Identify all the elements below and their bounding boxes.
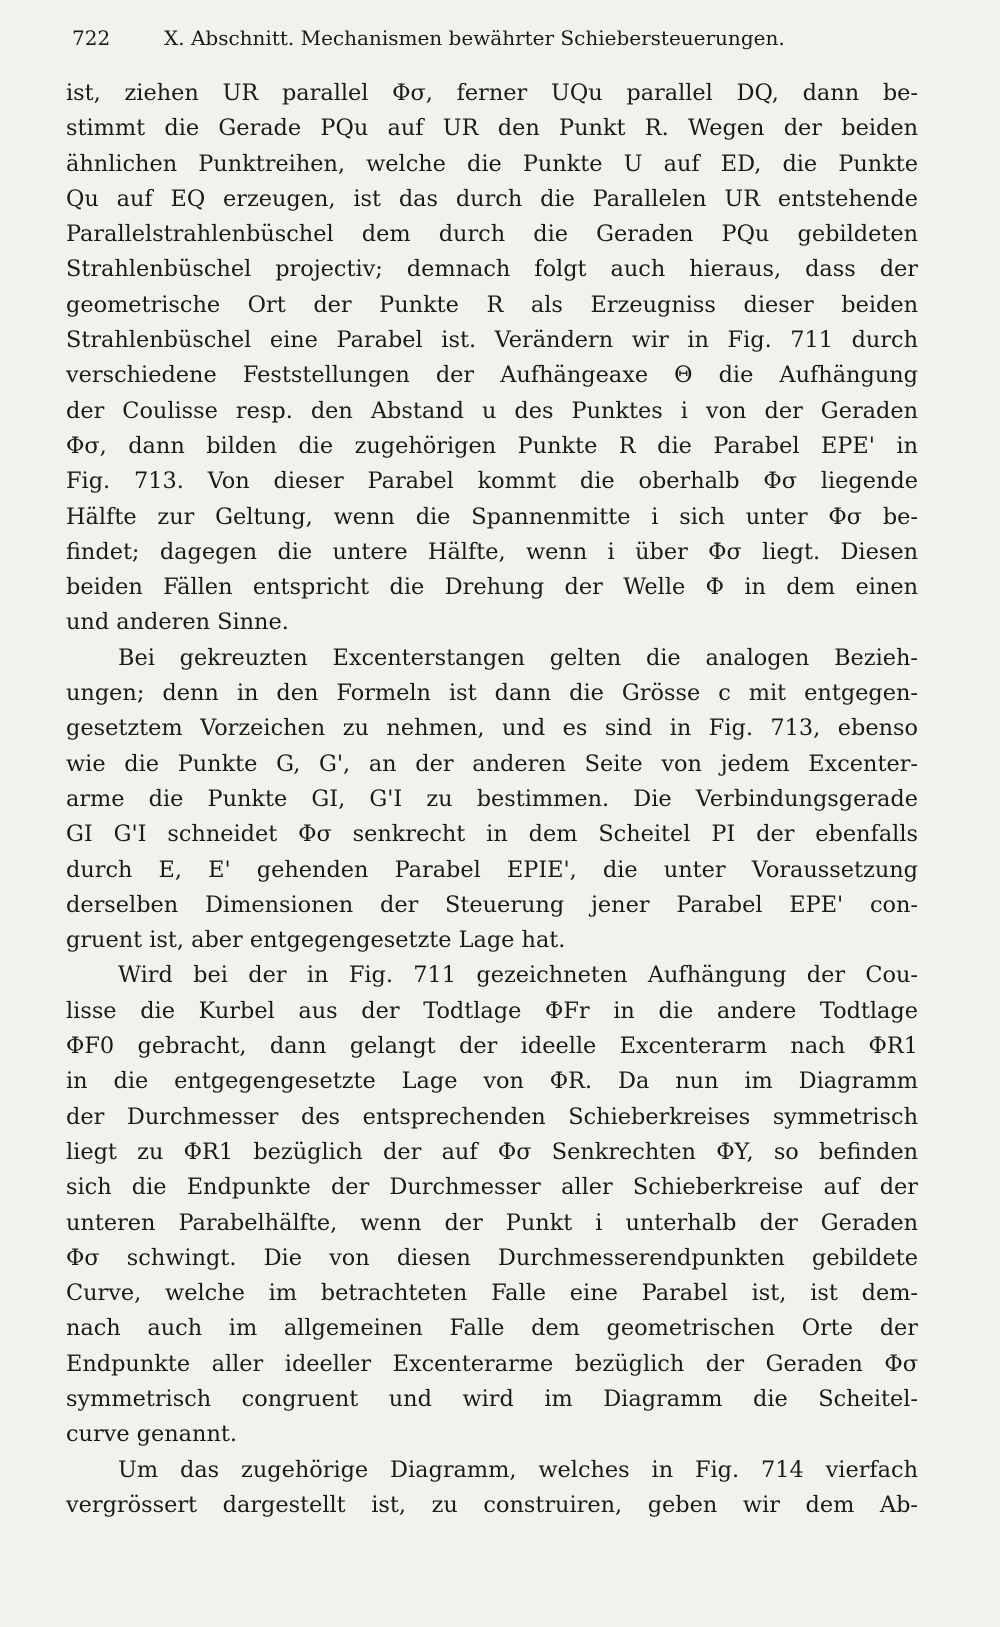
text-line: ΦF0 gebracht, dann gelangt der ideelle Excenterarm nach ΦR1 [66,1033,918,1060]
text-line: findet; dagegen die untere Hälfte, wenn i über Φσ liegt. Diesen [66,538,918,565]
text-line: ist, ziehen UR parallel Φσ, ferner UQu parallel DQ, dann be- [66,80,918,106]
text-line: arme die Punkte GI, G'I zu bestimmen. Die Verbindungsgerade [66,785,918,812]
text-line: durch E, E' gehenden Parabel EPIE', die unter Voraussetzung [66,856,918,883]
text-line: GI G'I schneidet Φσ senkrecht in dem Scheitel PI der ebenfalls [66,821,918,848]
text-line: ungen; denn in den Formeln ist dann die Grösse c mit entgegen- [66,680,918,707]
text-line: liegt zu ΦR1 bezüglich der auf Φσ Senkrechten ΦY, so befinden [66,1138,918,1165]
body-text [66,76,918,1523]
text-line: der Durchmesser des entsprechenden Schieberkreises symmetrisch [66,1103,918,1130]
text-line: Φσ schwingt. Die von diesen Durchmesserendpunkten gebildete [66,1244,918,1271]
text-line: curve genannt. [66,1421,237,1448]
text-line: sich die Endpunkte der Durchmesser aller Schieberkreise auf der [66,1174,918,1201]
page-number: 722 [72,26,111,50]
text-line: Wird bei der in Fig. 711 gezeichneten Aufhängung der Cou- [118,962,918,989]
paragraph-4 [66,1453,918,1524]
text-line: lisse die Kurbel aus der Todtlage ΦFr in die andere Todtlage [66,997,918,1024]
running-header [72,20,922,56]
section-title: X. Abschnitt. Mechanismen bewährter Schiebersteuerungen. [164,26,785,50]
text-line: Hälfte zur Geltung, wenn die Spannenmitte i sich unter Φσ be- [66,503,918,530]
text-line: nach auch im allgemeinen Falle dem geometrischen Orte der [66,1315,918,1342]
text-line: derselben Dimensionen der Steuerung jener Parabel EPE' con- [66,891,918,918]
text-line: Φσ, dann bilden die zugehörigen Punkte R die Parabel EPE' in [66,432,918,459]
text-line: Bei gekreuzten Excenterstangen gelten die analogen Bezieh- [118,644,918,671]
text-line: Parallelstrahlenbüschel dem durch die Geraden PQu gebildeten [66,221,918,248]
text-line: verschiedene Feststellungen der Aufhängeaxe Θ die Aufhängung [66,362,918,389]
text-line: Fig. 713. Von dieser Parabel kommt die oberhalb Φσ liegende [66,468,918,495]
text-line: der Coulisse resp. den Abstand u des Punktes i von der Geraden [66,397,918,424]
text-line: Strahlenbüschel eine Parabel ist. Verändern wir in Fig. 711 durch [66,327,918,354]
text-line: ähnlichen Punktreihen, welche die Punkte U auf ED, die Punkte [66,150,918,177]
text-line: und anderen Sinne. [66,609,289,636]
text-line: Strahlenbüschel projectiv; demnach folgt auch hieraus, dass der [66,256,918,283]
text-line: stimmt die Gerade PQu auf UR den Punkt R. Wegen der beiden [66,115,918,142]
paragraph-3 [66,958,918,1452]
text-line: gruent ist, aber entgegengesetzte Lage hat. [66,927,566,954]
text-line: wie die Punkte G, G', an der anderen Seite von jedem Excenter- [66,750,918,777]
text-line: beiden Fällen entspricht die Drehung der Welle Φ in dem einen [66,574,918,601]
text-line: in die entgegengesetzte Lage von ΦR. Da nun im Diagramm [66,1068,918,1095]
paragraph-2 [66,641,918,959]
text-line: Qu auf EQ erzeugen, ist das durch die Parallelen UR entstehende [66,185,918,212]
text-line: Um das zugehörige Diagramm, welches in Fig. 714 vierfach [118,1456,918,1483]
text-line: geometrische Ort der Punkte R als Erzeugniss dieser beiden [66,291,918,318]
text-line: Curve, welche im betrachteten Falle eine Parabel ist, ist dem- [66,1280,918,1307]
text-line: Endpunkte aller ideeller Excenterarme bezüglich der Geraden Φσ [66,1350,918,1377]
paragraph-1 [66,76,918,641]
text-line: symmetrisch congruent und wird im Diagramm die Scheitel- [66,1385,918,1412]
text-line: unteren Parabelhälfte, wenn der Punkt i unterhalb der Geraden [66,1209,918,1236]
text-line: vergrössert dargestellt ist, zu construiren, geben wir dem Ab- [66,1491,918,1518]
text-line: gesetztem Vorzeichen zu nehmen, und es sind in Fig. 713, ebenso [66,715,918,742]
